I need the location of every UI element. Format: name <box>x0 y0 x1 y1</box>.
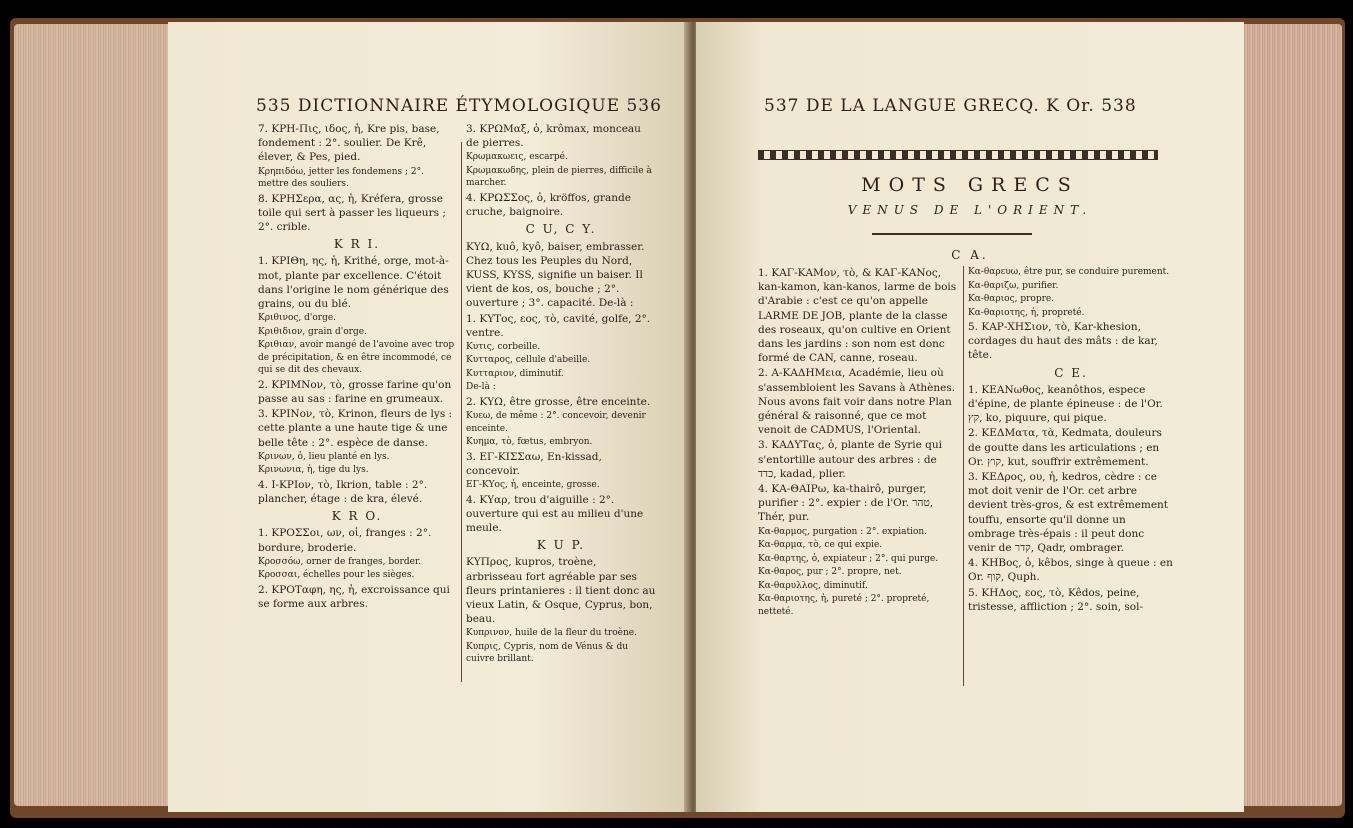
dictionary-entry: 5. ΚΑΡ-ΧΗΣιον, τὸ, Kar-khesion, cordages du haut des mâts : de kar, tête. <box>968 321 1158 362</box>
dictionary-entry: 3. ΚΕΔρος, ου, ἡ, kedros, cèdre : ce mot doit venir de l'Or. cet arbre devient très-gros, & est extrêmement touffu, ensorte qu'il donne un ombrage très-épais : il peut donc venir de קדר, Qadr, ombrager. <box>968 471 1169 555</box>
left-page <box>168 22 690 812</box>
derived-entry: Κυπρινον, huile de la fleur du troène. <box>466 628 637 639</box>
derived-entry: Κυημα, τὸ, fœtus, embryon. <box>466 437 593 448</box>
derived-entry: Κριθινος, d'orge. <box>258 313 337 324</box>
derived-entry: Κα-θαρυλλος, diminutif. <box>758 580 868 591</box>
derived-entry: Κριθιδιον, grain d'orge. <box>258 326 367 337</box>
dictionary-entry: 3. ΕΓ-ΚΙΣΣαω, En-kissad, concevoir. <box>466 450 602 477</box>
subsection-heading: C E. <box>1054 365 1088 380</box>
ornament-band <box>758 150 1158 160</box>
derived-entry: Κροσσόω, orner de franges, border. <box>258 556 422 567</box>
dictionary-entry: 4. ΚΑ-ΘΑΙΡω, ka-thairô, purger, purifier : 2°. expier : de l'Or. טהר, Thér, pur. <box>758 483 934 524</box>
left-running-header: 535 DICTIONNAIRE ÉTYMOLOGIQUE 536 <box>256 96 662 116</box>
column-divider <box>963 266 964 686</box>
right-page <box>696 22 1244 812</box>
dictionary-entry: 1. ΚΕΑΝωθος, keanôthos, espece d'épine, de plante épineuse : de l'Or. קץ, ko, piquure, qui pique. <box>968 383 1163 425</box>
derived-entry: Κρωμακωεις, escarpé. <box>466 152 568 163</box>
right-running-header: 537 DE LA LANGUE GRECQ. K Or. 538 <box>764 96 1137 116</box>
derived-entry: Κρινωνια, ἡ, tige du lys. <box>258 465 369 476</box>
dictionary-entry: 3. ΚΑΔΥΤας, ὁ, plante de Syrie qui s'entortille autour des arbres : de כדד, kadad, plier. <box>758 439 942 480</box>
derived-entry: Κα-θαριζω, purifier. <box>968 280 1059 291</box>
derived-entry: Κα-θαρμα, τὸ, ce qui expie. <box>758 540 883 551</box>
dictionary-entry: 2. ΚΥΩ, être grosse, être enceinte. <box>466 395 651 408</box>
dictionary-entry: 1. ΚΡΟΣΣοι, ων, οἱ, franges : 2°. bordure, broderie. <box>258 527 432 554</box>
derived-entry: Κα-θαρτης, ὁ, expiateur ; 2°. qui purge. <box>758 553 939 564</box>
right-column-1 <box>758 266 958 619</box>
dictionary-entry: 7. ΚΡΗ-Πις, ιδος, ἡ, Kre pis, base, fondement : 2°. soulier. De Krê, élever, & Pes, pied. <box>258 123 440 164</box>
subsection-heading: C U, C Y. <box>525 222 597 237</box>
derived-entry: Κα-θαριοτης, ἡ, propreté. <box>968 307 1085 318</box>
section-heading: C A. <box>951 248 989 262</box>
derived-entry: Κρινων, ὁ, lieu planté en lys. <box>258 451 390 462</box>
left-column-2 <box>466 122 656 667</box>
derived-entry: Κα-θαρμος, purgation : 2°. expiation. <box>758 526 928 537</box>
dictionary-entry: 1. ΚΡΙΘη, ης, ἡ, Krithé, orge, mot-à-mot, plante par excellence. C'étoit dans l'origine le nom générique des grains, ou du blé. <box>258 255 449 311</box>
derived-entry: Κυεω, de même : 2°. concevoir, devenir enceinte. <box>466 411 646 434</box>
subsection-heading: K U P. <box>536 538 586 553</box>
derived-entry: De-là : <box>466 382 496 393</box>
derived-entry: Κυτις, corbeille. <box>466 341 541 352</box>
dictionary-entry: 3. ΚΡΙΝον, τὸ, Krinon, fleurs de lys : cette plante a une haute tige & une belle tête : 2°. espèce de danse. <box>258 408 453 449</box>
dictionary-entry: 4. ΚΗΒος, ὁ, kêbos, singe à queue : en Or. קוף, Quph. <box>968 557 1173 584</box>
derived-entry: Κυτταρος, cellule d'abeille. <box>466 355 591 366</box>
dictionary-entry: 3. ΚΡΩΜαξ, ὁ, krômax, monceau de pierres. <box>466 123 641 150</box>
dictionary-entry: ΚΥΩ, kuô, kyô, baiser, embrasser. Chez tous les Peuples du Nord, KUSS, KYSS, signifie un baiser. Il vient de kos, os, bouche ; 2°. ouverture ; 3°. capacité. De-là : <box>466 240 645 310</box>
derived-entry: ΕΓ-ΚΥος, ἡ, enceinte, grosse. <box>466 480 600 491</box>
dictionary-entry: 1. ΚΑΓ-ΚΑΜον, τὸ, & ΚΑΓ-ΚΑΝος, kan-kamon, kan-kanos, larme de bois d'Arabie : c'est ce qu'on appelle LARME DE JOB, plante de la classe des roseaux, qu'on cultive en Orient dans les jardins : son nom est donc formé de CAN, canne, roseau. <box>758 267 957 365</box>
derived-entry: Κυπρις, Cypris, nom de Vénus & du cuivre brillant. <box>466 641 629 665</box>
dictionary-entry: 8. ΚΡΗΣερα, ας, ἡ, Kréfera, grosse toile qui sert à passer les liqueurs ; 2°. crible. <box>258 192 446 234</box>
subsection-heading: K R I. <box>333 237 381 252</box>
dictionary-entry: 2. ΚΕΔΜατα, τὰ, Kedmata, douleurs de goutte dans les articulations ; en Or. קוץ, kut, souffrir extrêmement. <box>968 427 1162 468</box>
derived-entry: Κα-θαριος, propre. <box>968 294 1055 304</box>
derived-entry: Κα-θαρος, pur ; 2°. propre, net. <box>758 567 902 578</box>
right-page-edges <box>1238 24 1342 806</box>
left-page-edges <box>14 24 174 806</box>
subsection-heading: K R O. <box>331 509 383 524</box>
dictionary-entry: 4. ΚΥαρ, trou d'aiguille : 2°. ouverture qui est au milieu d'une meule. <box>466 493 644 534</box>
dictionary-entry: 2. Α-ΚΑΔΗΜεια, Académie, lieu où s'assembloient les Savans à Athènes. Nous avons fait voir dans notre Plan général & raisonné, que ce mot venoit de CADMUS, l'Oriental. <box>758 367 956 437</box>
section-title: MOTS GRECS <box>861 174 1079 196</box>
dictionary-entry: ΚΥΠρος, kupros, troène, arbrisseau fort agréable par ses fleurs printanieres : il tient donc au vieux Latin, & Osque, Cyprus, bon, beau. <box>466 556 656 626</box>
dictionary-entry: 1. ΚΥΤος, εος, τὸ, cavité, golfe, 2°. ventre. <box>466 312 651 339</box>
column-divider <box>461 142 462 682</box>
derived-entry: Κρωμακωδης, plein de pierres, difficile à marcher. <box>466 165 652 189</box>
derived-entry: Κριθιαν, avoir mangé de l'avoine avec trop de précipitation, & en être incommodé, ce qui se dit des chevaux. <box>258 340 455 376</box>
flourish-rule <box>872 233 1032 235</box>
derived-entry: Κα-θαρευω, être pur, se conduire purement. <box>968 267 1170 277</box>
derived-entry: Κα-θαριοτης, ἡ, pureté ; 2°. propreté, netteté. <box>758 594 930 617</box>
derived-entry: Κρηπιδόω, jetter les fondemens ; 2°. mettre des souliers. <box>258 166 425 190</box>
dictionary-entry: 2. ΚΡΟΤαφη, ης, ἡ, excroissance qui se forme aux arbres. <box>258 583 450 610</box>
left-column-1 <box>258 122 456 612</box>
derived-entry: Κυτταριον, diminutif. <box>466 368 564 379</box>
dictionary-entry: 5. ΚΗΔος, εος, τὸ, Kêdos, peine, tristesse, affliction ; 2°. soin, sol- <box>968 586 1144 613</box>
dictionary-entry: 4. Ι-ΚΡΙον, τὸ, Ikrion, table : 2°. plancher, étage : de kra, élevé. <box>258 478 428 505</box>
section-subtitle: VENUS DE L'ORIENT. <box>847 203 1093 217</box>
right-column-2 <box>968 266 1174 615</box>
dictionary-entry: 4. ΚΡΩΣΣος, ὁ, kröffos, grande cruche, baignoire. <box>466 191 631 219</box>
derived-entry: Κροσσαι, échelles pour les sièges. <box>258 570 415 581</box>
dictionary-entry: 2. ΚΡΙΜΝον, τὸ, grosse farine qu'on passe au sas : farine en grumeaux. <box>258 378 452 405</box>
